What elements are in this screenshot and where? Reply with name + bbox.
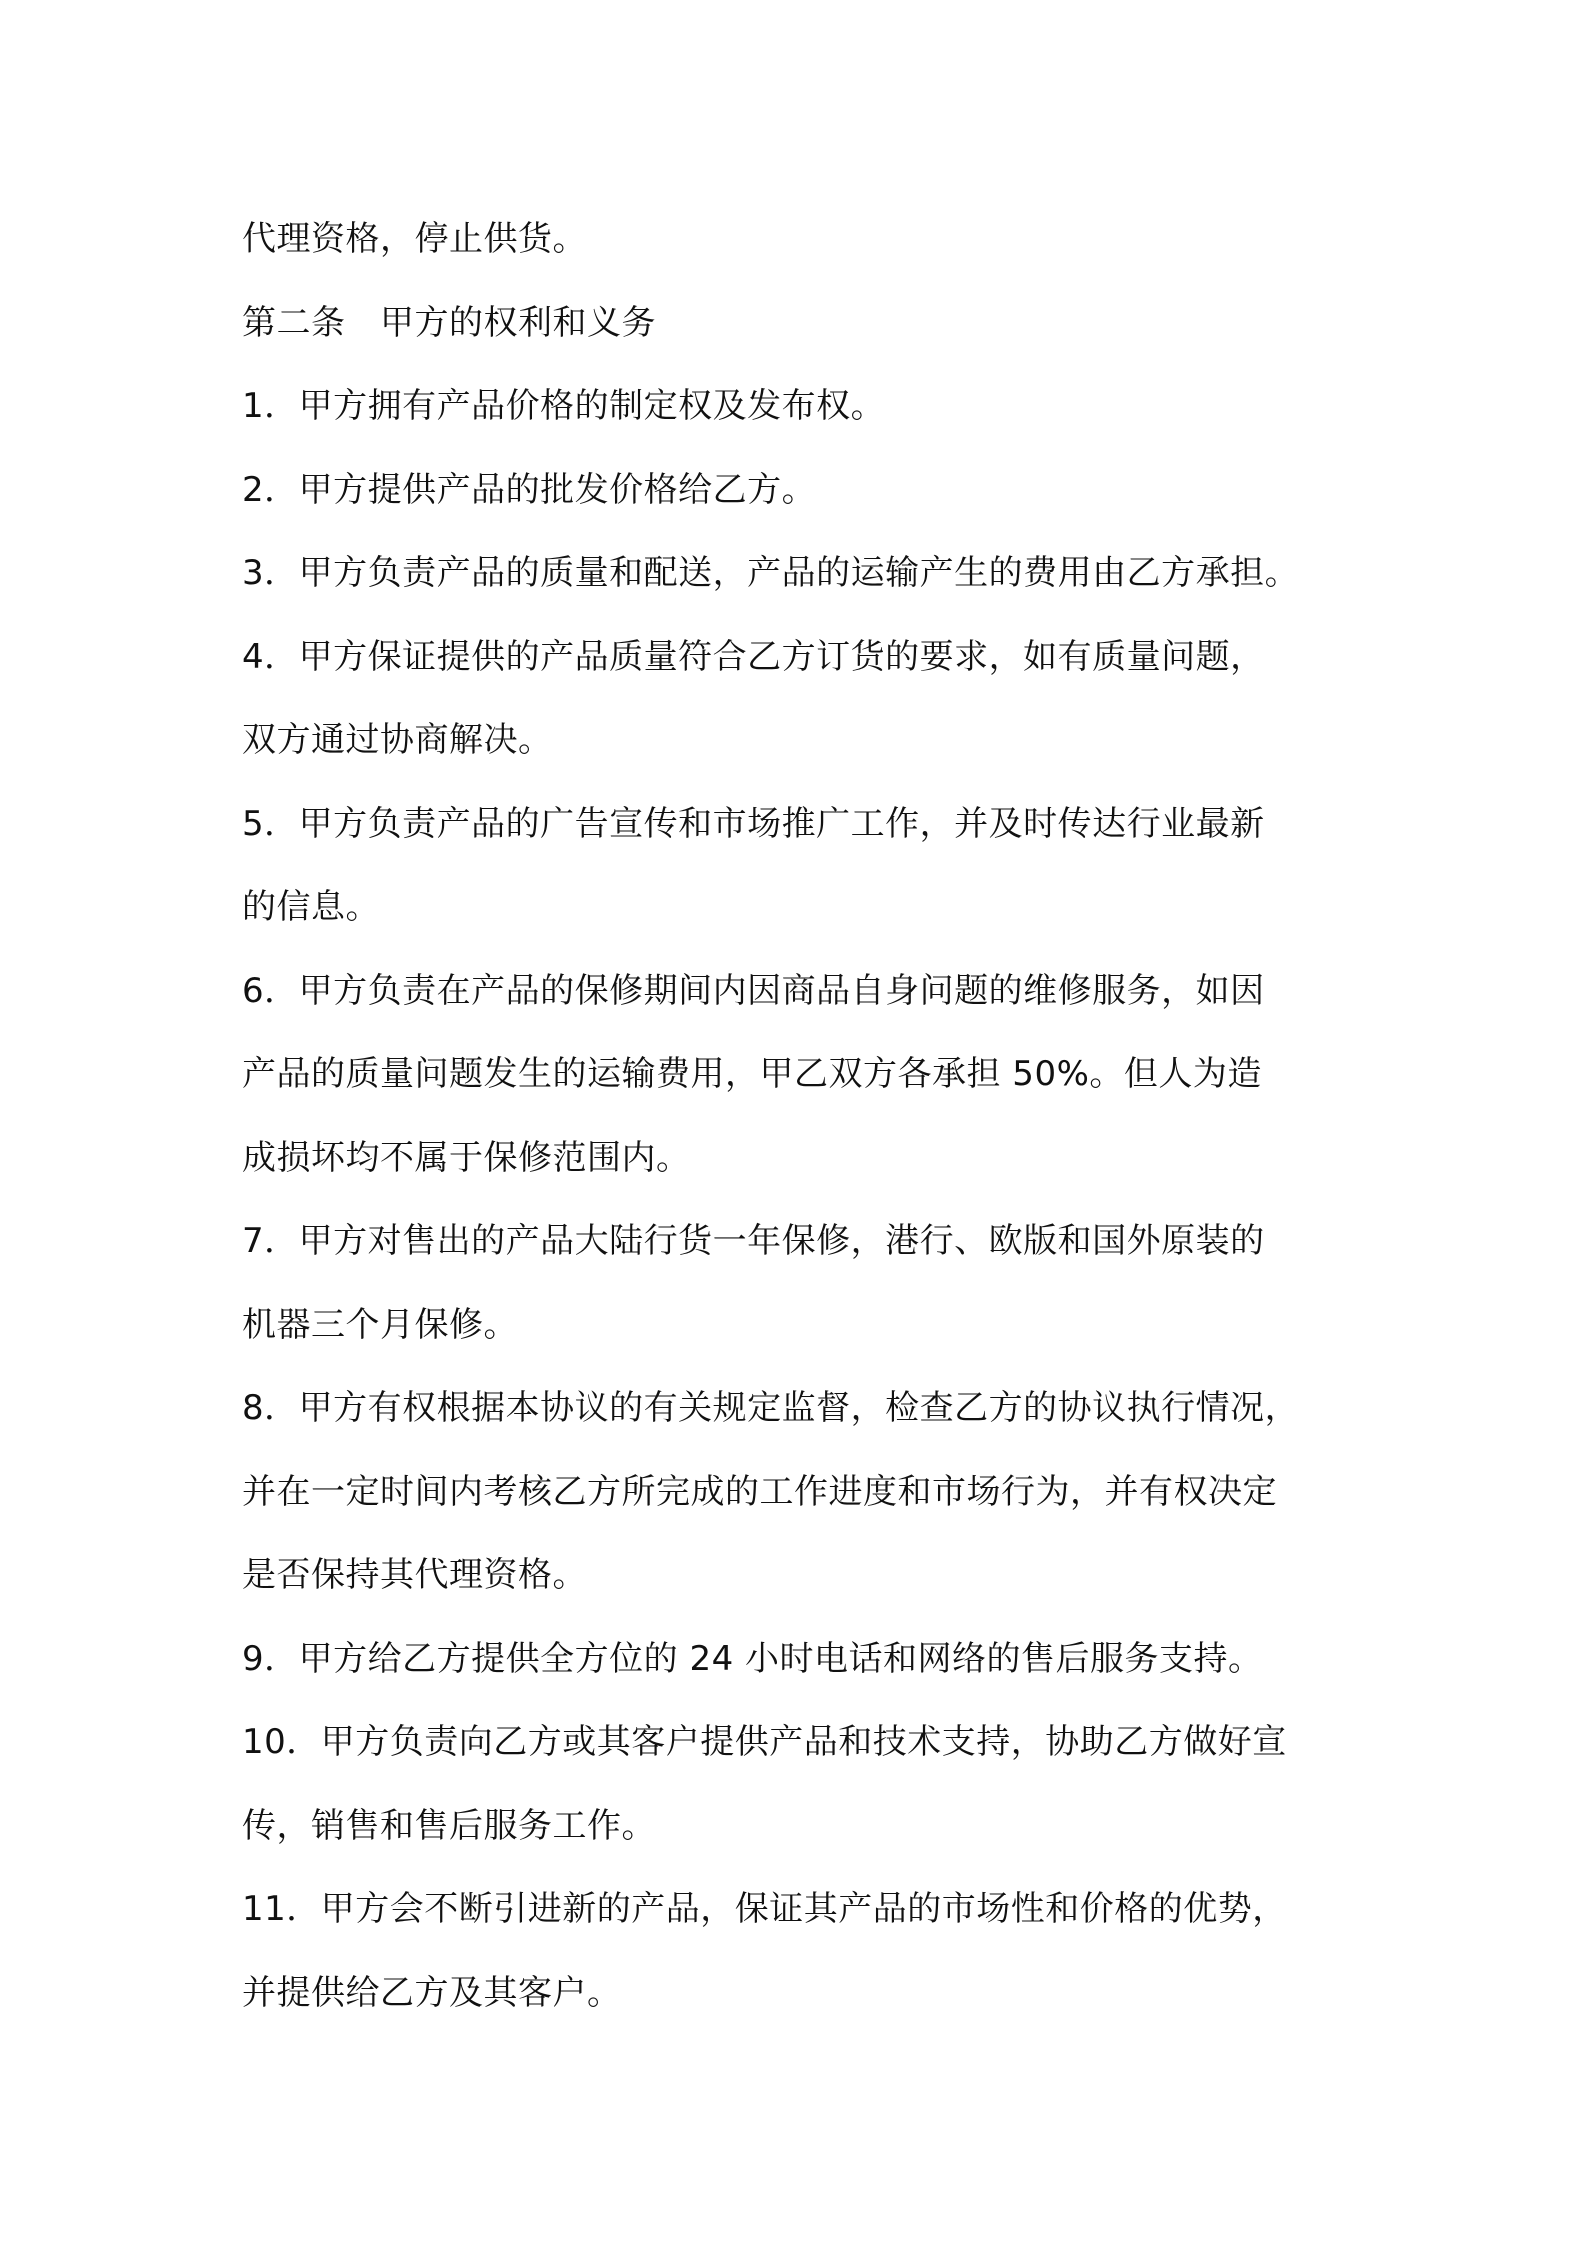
text-line: 传，销售和售后服务工作。 <box>242 1805 656 1846</box>
text-line: 4．甲方保证提供的产品质量符合乙方订货的要求，如有质量问题， <box>242 636 1265 677</box>
text-line: 产品的质量问题发生的运输费用，甲乙双方各承担 50%。但人为造 <box>242 1054 1262 1094</box>
text-line: 3．甲方负责产品的质量和配送，产品的运输产生的费用由乙方承担。 <box>242 553 1300 593</box>
text-line: 2．甲方提供产品的批发价格给乙方。 <box>242 469 817 510</box>
text-line: 11．甲方会不断引进新的产品，保证其产品的市场性和价格的优势， <box>242 1889 1287 1929</box>
text-line: 6．甲方负责在产品的保修期间内因商品自身问题的维修服务，如因 <box>242 970 1265 1011</box>
text-line: 10．甲方负责向乙方或其客户提供产品和技术支持，协助乙方做好宣 <box>242 1722 1287 1762</box>
text-line: 5．甲方负责产品的广告宣传和市场推广工作，并及时传达行业最新 <box>242 803 1265 844</box>
text-line: 代理资格，停止供货。 <box>242 219 587 259</box>
text-line: 1．甲方拥有产品价格的制定权及发布权。 <box>242 386 886 426</box>
text-line: 成损坏均不属于保修范围内。 <box>242 1137 691 1178</box>
text-line: 8．甲方有权根据本协议的有关规定监督，检查乙方的协议执行情况， <box>242 1388 1300 1428</box>
text-line: 7．甲方对售出的产品大陆行货一年保修，港行、欧版和国外原装的 <box>242 1221 1265 1261</box>
text-line: 双方通过协商解决。 <box>242 720 553 760</box>
text-line: 并在一定时间内考核乙方所完成的工作进度和市场行为，并有权决定 <box>242 1471 1277 1512</box>
text-line: 是否保持其代理资格。 <box>242 1555 587 1595</box>
text-line: 的信息。 <box>242 887 380 927</box>
text-line: 机器三个月保修。 <box>242 1304 518 1345</box>
text-line: 并提供给乙方及其客户。 <box>242 1972 622 2013</box>
document-body <box>242 198 1382 2035</box>
article-heading: 第二条 甲方的权利和义务 <box>242 302 656 343</box>
text-line: 9．甲方给乙方提供全方位的 24 小时电话和网络的售后服务支持。 <box>242 1638 1263 1679</box>
